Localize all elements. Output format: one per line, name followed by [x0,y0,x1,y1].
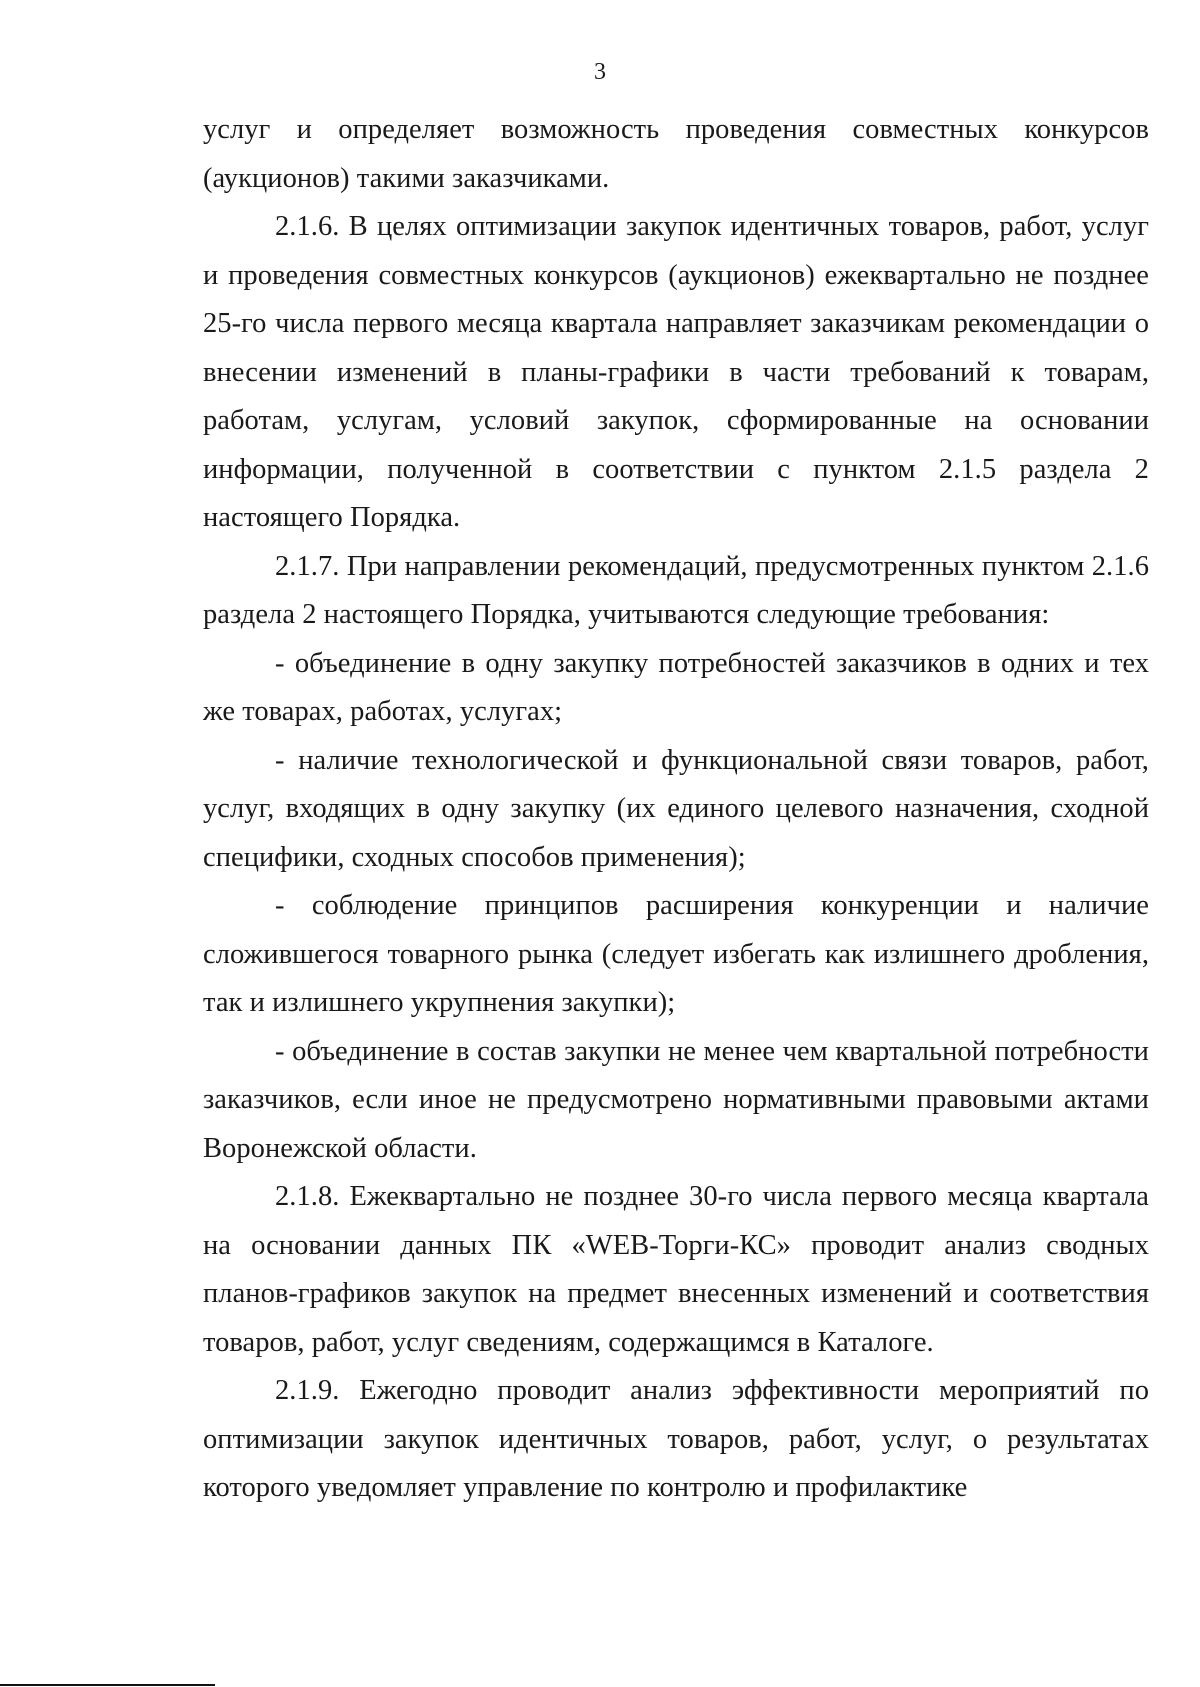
paragraph-2-1-7: 2.1.7. При направлении рекомендаций, предусмотренных пунктом 2.1.6 раздела 2 настоящего Порядка, учитываются следующие требования: [203,550,1149,630]
paragraph-2-1-9: 2.1.9. Ежегодно проводит анализ эффективности мероприятий по оптимизации закупок идентичных товаров, работ, услуг, о результатах которого уведомляет управление по контролю и профилактике [203,1375,1149,1503]
list-item-4: - объединение в состав закупки не менее чем квартальной потребности заказчиков, если иное не предусмотрено нормативными правовыми актами Воронежской области. [203,1035,1149,1164]
document-body [203,106,1149,1513]
paragraph-2-1-8: 2.1.8. Ежеквартально не позднее 30-го числа первого месяца квартала на основании данных ПК «WEB-Торги-КС» проводит анализ сводных планов-графиков закупок на предмет внесенных изменений и соответствия товаров, работ, услуг сведениям, содержащимся в Каталоге. [203,1181,1149,1358]
list-item-1: - объединение в одну закупку потребностей заказчиков в одних и тех же товарах, работах, услугах; [203,647,1149,727]
paragraph-continuation: услуг и определяет возможность проведения совместных конкурсов (аукционов) такими заказчиками. [203,114,1149,194]
page-number: 3 [594,59,606,85]
scan-edge-line [0,1684,215,1686]
list-item-3: - соблюдение принципов расширения конкуренции и наличие сложившегося товарного рынка (следует избегать как излишнего дробления, так и излишнего укрупнения закупки); [203,890,1149,1018]
paragraph-2-1-6: 2.1.6. В целях оптимизации закупок идентичных товаров, работ, услуг и проведения совместных конкурсов (аукционов) ежеквартально не позднее 25-го числа первого месяца квартала направляет заказчикам рекомендации о внесении изменений в планы-графики в части требований к товарам, работам, услугам, условий закупок, сформированные на основании информации, полученной в соответствии с пунктом 2.1.5 раздела 2 настоящего Порядка. [203,211,1149,533]
list-item-2: - наличие технологической и функциональной связи товаров, работ, услуг, входящих в одну закупку (их единого целевого назначения, сходной специфики, сходных способов применения); [203,744,1149,873]
